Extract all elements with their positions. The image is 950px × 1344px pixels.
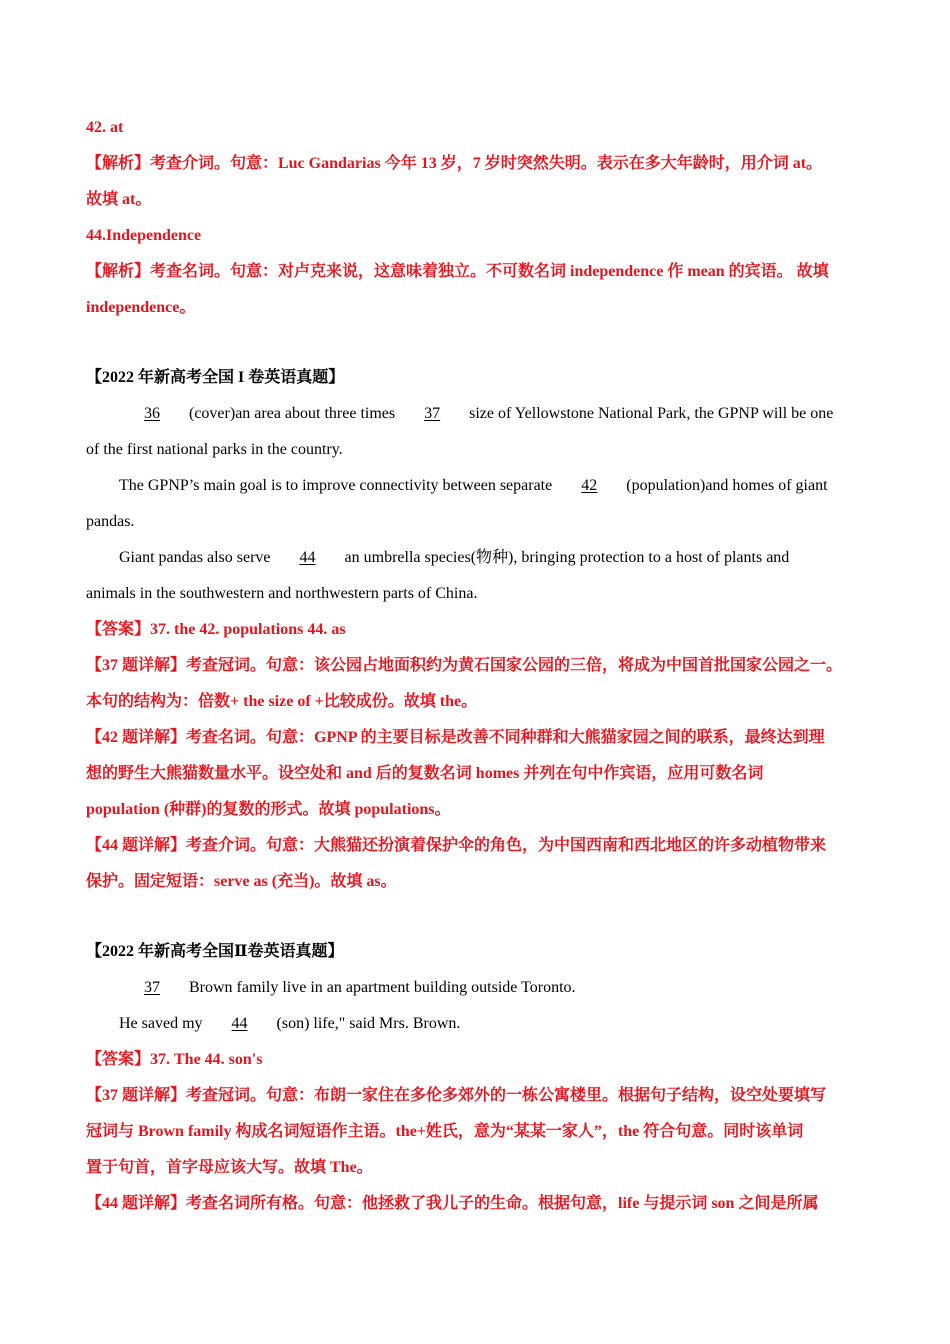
passage-text: Brown family live in an apartment building outside Toronto. [185,979,576,996]
blank-37: 37 [424,405,441,422]
detail-37-line-3: 置于句首，首字母应该大写。故填 The。 [86,1159,373,1176]
passage-text: (cover)an area about three times [185,405,400,422]
passage-text: size of Yellowstone National Park, the GPNP will be one [465,405,834,422]
passage-4-line-1 [86,970,876,1006]
detail-37-line-1: 【37 题详解】考查冠词。句意：该公园占地面积约为黄石国家公园的三倍，将成为中国首批国家公园之一。 [86,657,843,674]
blank-44: 44 [299,549,316,566]
passage-1-line-2: of the first national parks in the country. [86,441,343,458]
document-page [86,110,876,1222]
detail-37-line-1: 【37 题详解】考查冠词。句意：布朗一家住在多伦多郊外的一栋公寓楼里。根据句子结构，设空处要填写 [86,1087,827,1104]
answer-44-heading: 44.Independence [86,227,202,244]
detail-42-line-3: population (种群)的复数的形式。故填 populations。 [86,801,451,818]
passage-5-line-1 [86,1006,876,1042]
detail-44-line-1: 【44 题详解】考查介词。句意：大熊猫还扮演着保护伞的角色，为中国西南和西北地区的许多动植物带来 [86,837,827,854]
detail-42-line-2: 想的野生大熊猫数量水平。设空处和 and 后的复数名词 homes 并列在句中作宾语，应用可数名词 [86,765,764,782]
exam-header-2022-national-1: 【2022 年新高考全国 I 卷英语真题】 [86,369,345,386]
explanation-44-line-1: 【解析】考查名词。句意：对卢克来说，这意味着独立。不可数名词 independence 作 mean 的宾语。 故填 [86,263,829,280]
blank-44: 44 [231,1015,248,1032]
exam-header-2022-national-2: 【2022 年新高考全国Ⅱ卷英语真题】 [86,943,344,960]
passage-3-line-1 [86,540,876,576]
detail-37-line-2: 本句的结构为：倍数+ the size of +比较成份。故填 the。 [86,693,478,710]
section-spacer [86,900,876,934]
explanation-42-line-1: 【解析】考查介词。句意：Luc Gandarias 今年 13 岁，7 岁时突然失明。表示在多大年龄时，用介词 at。 [86,155,823,172]
blank-36: 36 [144,405,160,422]
blank-37: 37 [144,979,160,996]
detail-42-line-1: 【42 题详解】考查名词。句意：GPNP 的主要目标是改善不同种群和大熊猫家园之间的联系，最终达到理 [86,729,825,746]
blank-42: 42 [581,477,598,494]
explanation-44-line-2: independence。 [86,299,196,316]
passage-text: The GPNP’s main goal is to improve connectivity between separate [119,477,557,494]
passage-2-line-2: pandas. [86,513,135,530]
section-spacer [86,326,876,360]
detail-44-line-2: 保护。固定短语：serve as (充当)。故填 as。 [86,873,397,890]
explanation-42-line-2: 故填 at。 [86,191,152,208]
detail-37-line-2: 冠词与 Brown family 构成名词短语作主语。the+姓氏，意为“某某一家人”，the 符合句意。同时该单词 [86,1123,804,1140]
answer-key: 【答案】37. The 44. son's [86,1051,263,1068]
passage-2-line-1 [86,468,876,504]
passage-text: (son) life," said Mrs. Brown. [272,1015,461,1032]
passage-1-line-1 [86,396,876,432]
passage-text: an umbrella species(物种), bringing protection to a host of plants and [340,549,790,566]
passage-text: Giant pandas also serve [119,549,275,566]
detail-44-line-1: 【44 题详解】考查名词所有格。句意：他拯救了我儿子的生命。根据句意，life 与提示词 son 之间是所属 [86,1195,819,1212]
passage-text: He saved my [119,1015,207,1032]
answer-key: 【答案】37. the 42. populations 44. as [86,621,346,638]
passage-3-line-2: animals in the southwestern and northwestern parts of China. [86,585,478,602]
passage-text: (population)and homes of giant [622,477,828,494]
answer-42-heading: 42. at [86,119,124,136]
